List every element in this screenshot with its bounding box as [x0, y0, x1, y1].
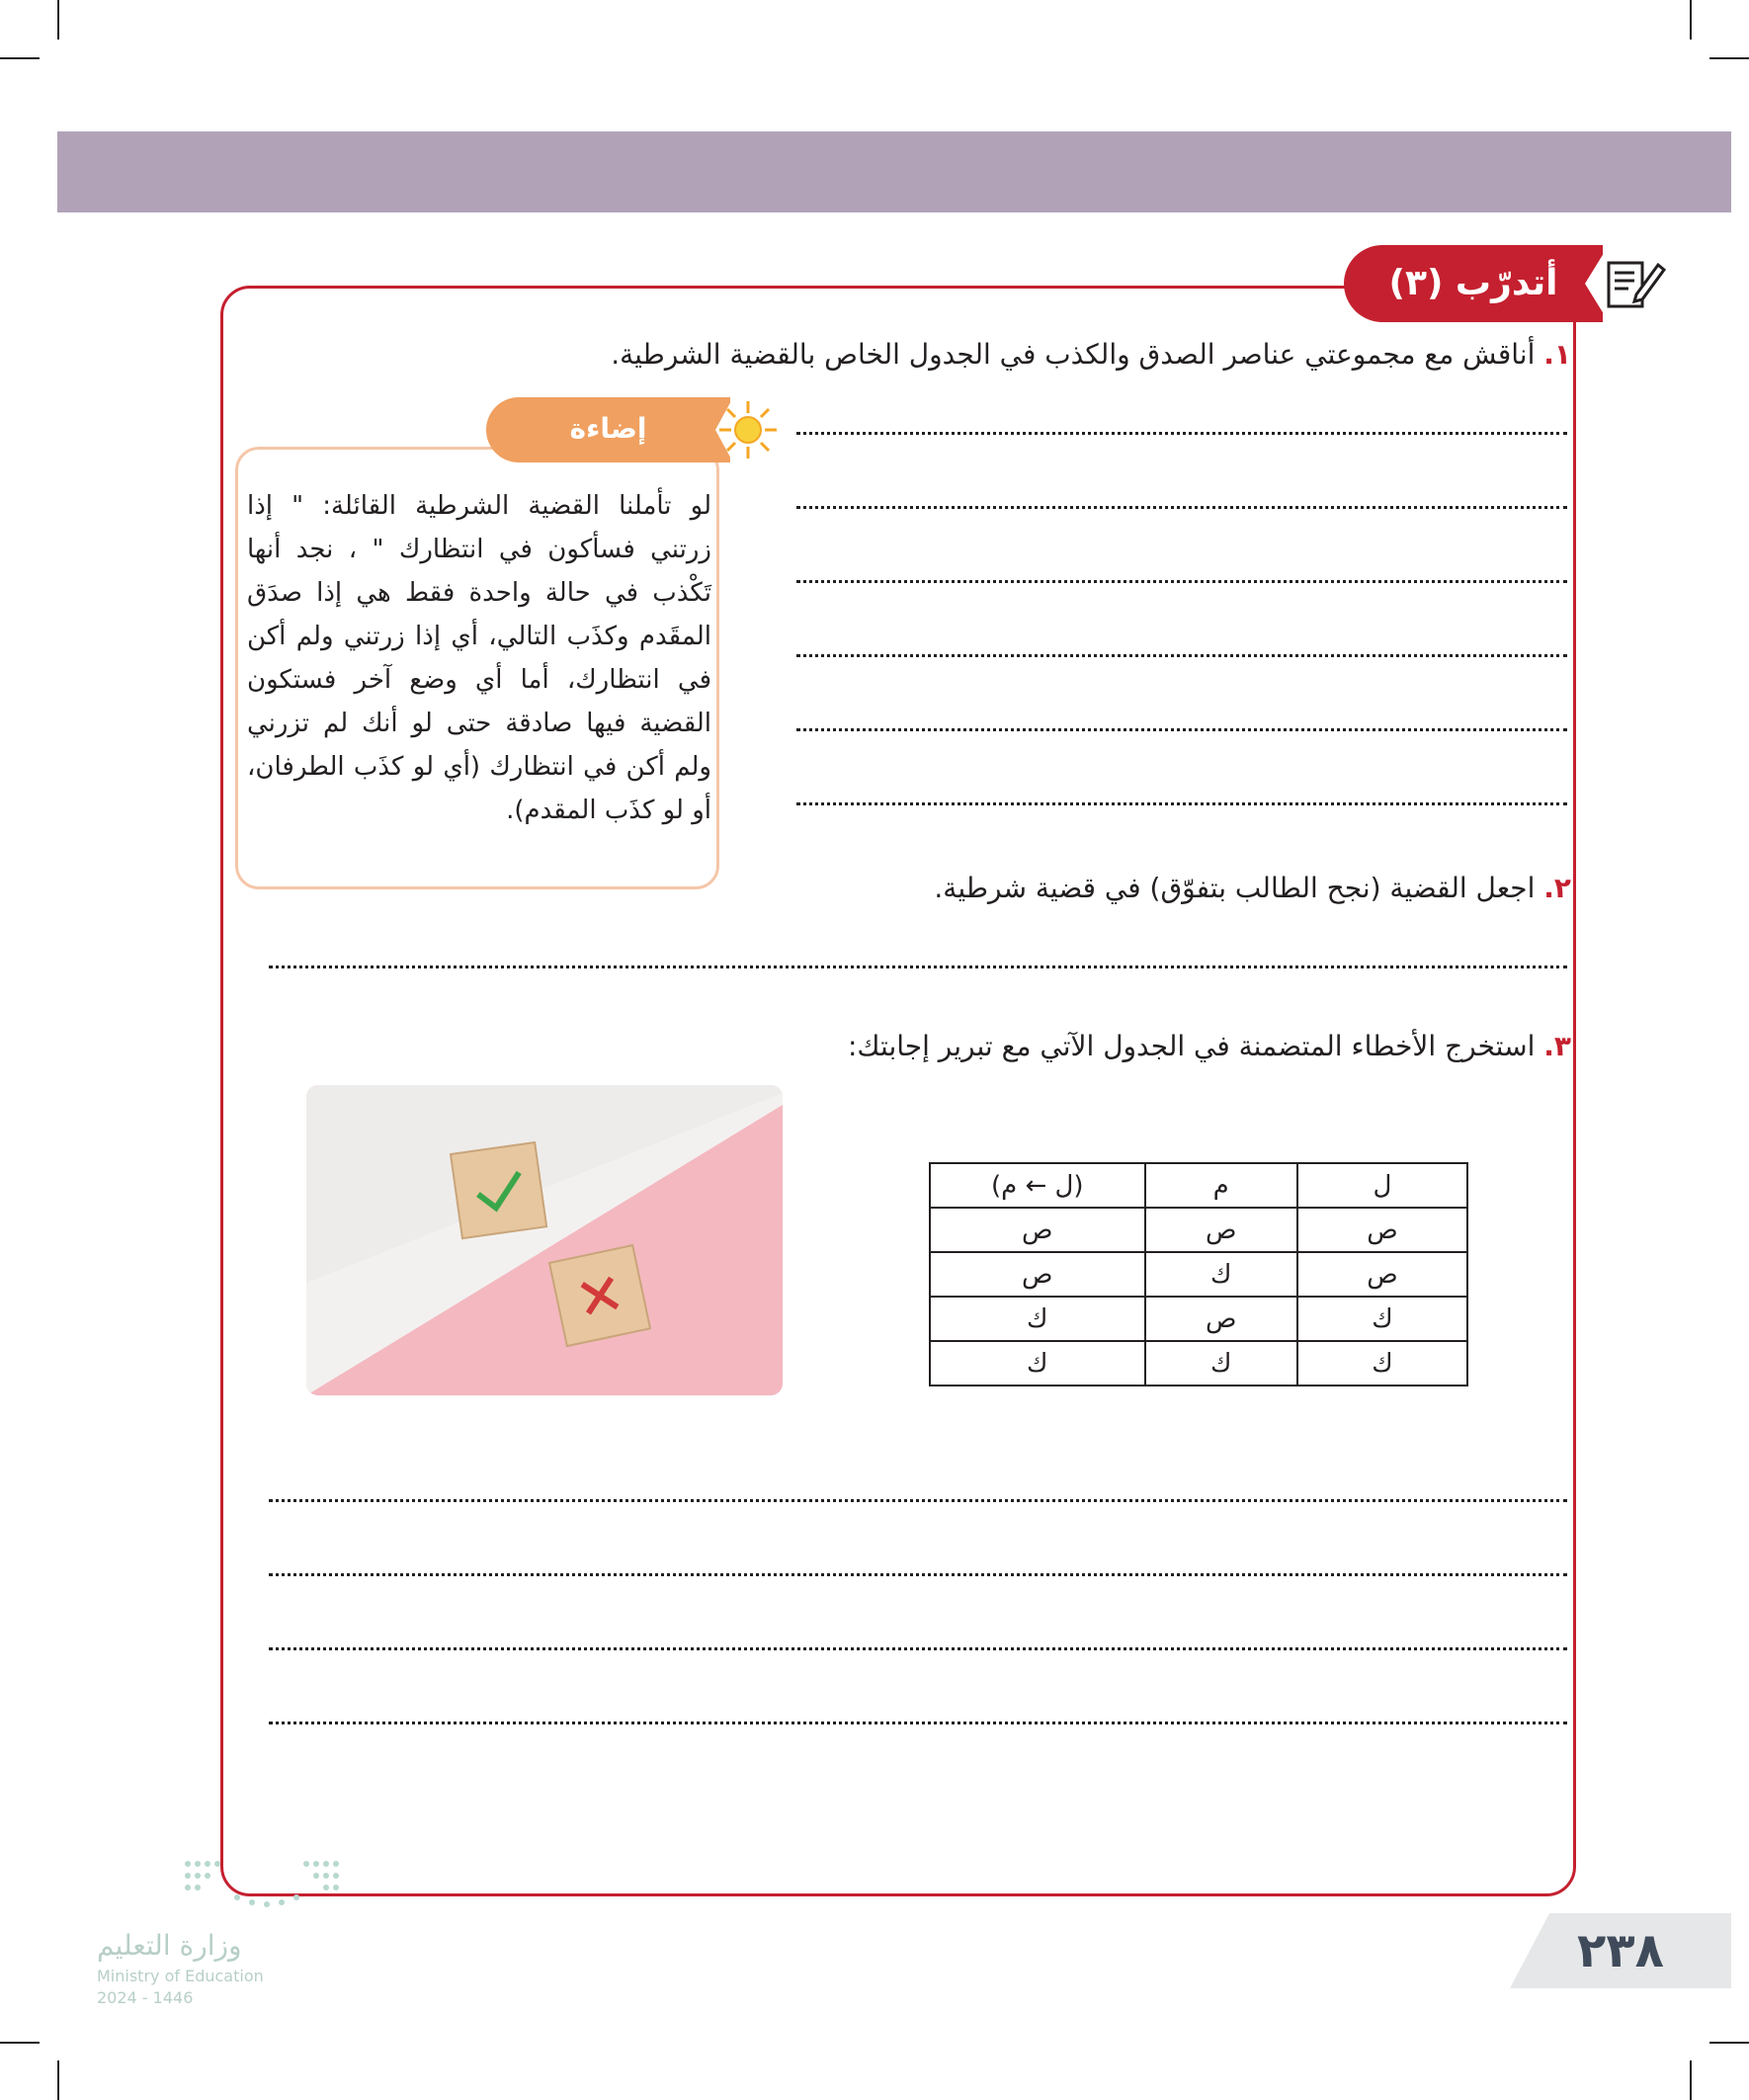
answer-line[interactable] [269, 1647, 1567, 1650]
table-header-cell: م [1145, 1163, 1297, 1208]
crop-mark [1709, 57, 1749, 59]
answer-line[interactable] [269, 1573, 1567, 1576]
question-1-number: ١. [1543, 338, 1571, 371]
crop-mark [1690, 2060, 1692, 2100]
answer-line[interactable] [796, 506, 1567, 509]
ministry-name-english: Ministry of Education [97, 1967, 264, 1985]
edition-year: 2024 - 1446 [97, 1988, 194, 2007]
answer-line[interactable] [269, 966, 1567, 968]
table-row [930, 1208, 1467, 1252]
crop-mark [57, 0, 59, 40]
table-cell: ك [1145, 1252, 1297, 1297]
answer-line[interactable] [796, 802, 1567, 805]
sun-icon [717, 399, 779, 461]
ministry-name-arabic: وزارة التعليم [97, 1929, 242, 1962]
crop-mark [57, 2060, 59, 2100]
table-cell: ص [930, 1208, 1145, 1252]
question-1-text: أناقش مع مجموعتي عناصر الصدق والكذب في الجدول الخاص بالقضية الشرطية. [611, 338, 1536, 371]
table-header-cell: (ل ← م) [930, 1163, 1145, 1208]
ministry-logo-icon [178, 1858, 356, 1917]
table-cell: ك [930, 1341, 1145, 1386]
question-1 [611, 338, 1571, 371]
question-2-text: اجعل القضية (نجح الطالب بتفوّق) في قضية شرطية. [934, 872, 1536, 904]
exercise-title: أتدرّب (٣) [1344, 245, 1603, 322]
question-3 [848, 1030, 1571, 1062]
crop-mark [0, 2042, 40, 2044]
table-row [930, 1297, 1467, 1341]
question-3-number: ٣. [1543, 1030, 1571, 1062]
table-header-cell: ل [1297, 1163, 1467, 1208]
crop-mark [0, 57, 40, 59]
crop-mark [1709, 2042, 1749, 2044]
table-cell: ص [1297, 1208, 1467, 1252]
idea-title: إضاءة [486, 397, 730, 462]
answer-line[interactable] [796, 728, 1567, 731]
table-cell: ك [1297, 1297, 1467, 1341]
table-cell: ص [930, 1252, 1145, 1297]
answer-line[interactable] [269, 1499, 1567, 1502]
table-cell: ص [1145, 1297, 1297, 1341]
truth-table [929, 1162, 1468, 1386]
table-cell: ك [1297, 1341, 1467, 1386]
answer-line[interactable] [269, 1722, 1567, 1724]
question-3-text: استخرج الأخطاء المتضمنة في الجدول الآتي مع تبرير إجابتك: [847, 1030, 1536, 1062]
crop-mark [1690, 0, 1692, 40]
true-false-blocks-image [306, 1085, 783, 1395]
table-row [930, 1252, 1467, 1297]
question-2-number: ٢. [1543, 872, 1571, 904]
page-number: ٢٣٨ [1577, 1923, 1664, 1978]
idea-text: لو تأملنا القضية الشرطية القائلة: " إذا زرتني فسأكون في انتظارك " ، نجد أنها تَكْذب في حالة واحدة فقط هي إذا صدَق المقَدم وكذَب التالي، أي إذا زرتني ولم أكن في انتظارك، أما أي وضع آخر فستكون القضية فيها صادقة حتى لو أنك لم تزرني ولم أكن في انتظارك (أي لو كذَب الطرفان، أو لو كذَب المقدم). [247, 491, 711, 825]
table-row [930, 1341, 1467, 1386]
table-cell: ص [1297, 1252, 1467, 1297]
answer-line[interactable] [796, 432, 1567, 435]
table-cell: ك [930, 1297, 1145, 1341]
table-cell: ص [1145, 1208, 1297, 1252]
header-band [57, 131, 1731, 212]
table-header-row [930, 1163, 1467, 1208]
answer-line[interactable] [796, 654, 1567, 657]
question-2 [934, 872, 1571, 904]
table-cell: ك [1145, 1341, 1297, 1386]
pencil-note-icon [1589, 249, 1670, 320]
answer-line[interactable] [796, 580, 1567, 583]
